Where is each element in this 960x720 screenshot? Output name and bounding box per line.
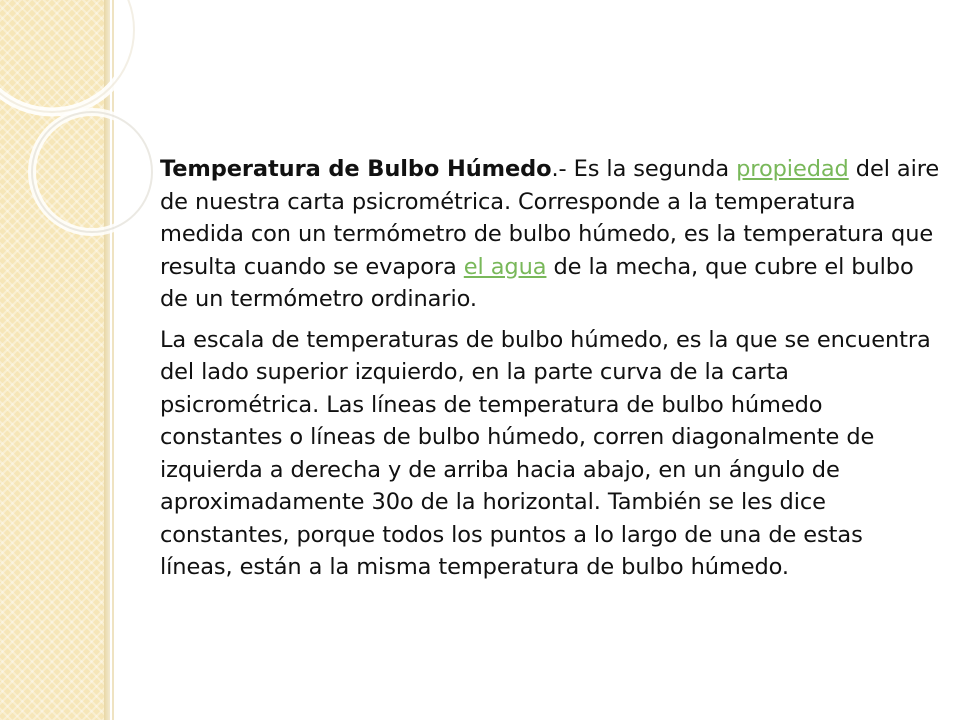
paragraph-title: Temperatura de Bulbo Húmedo bbox=[160, 156, 552, 182]
link-propiedad[interactable]: propiedad bbox=[736, 156, 849, 182]
paragraph-wet-bulb-scale: La escala de temperaturas de bulbo húmedo, es la que se encuentra del lado superior izquierdo, en la parte curva de la carta psicrométrica. Las líneas de temperatura de bulbo húmedo constantes o líneas de bulbo húmedo, corren diagonalmente de izquierda a derecha y de arriba hacia abajo, en un ángulo de aproximadamente 30o de la horizontal. También se les dice constantes, porque todos los puntos a lo largo de una de estas líneas, están a la misma temperatura de bulbo húmedo. bbox=[160, 326, 931, 580]
link-el-agua[interactable]: el agua bbox=[463, 253, 547, 280]
paragraph-text-intro: .- Es la segunda bbox=[551, 156, 737, 182]
paragraph-text-end: de la mecha, que cubre el bulbo de un termómetro ordinario. bbox=[160, 253, 914, 312]
decorative-ring-large bbox=[0, 0, 134, 112]
decorative-ring-large-shadow bbox=[0, 0, 134, 112]
decorative-ring-small-shadow bbox=[32, 112, 152, 232]
text-body bbox=[160, 153, 940, 584]
paragraph-text-middle: del aire de nuestra carta psicrométrica. Corresponde a la temperatura medida con un termómetro de bulbo húmedo, es la temperatura que resulta cuando se evapora bbox=[160, 156, 940, 280]
paragraph-wet-bulb-definition bbox=[160, 153, 940, 316]
